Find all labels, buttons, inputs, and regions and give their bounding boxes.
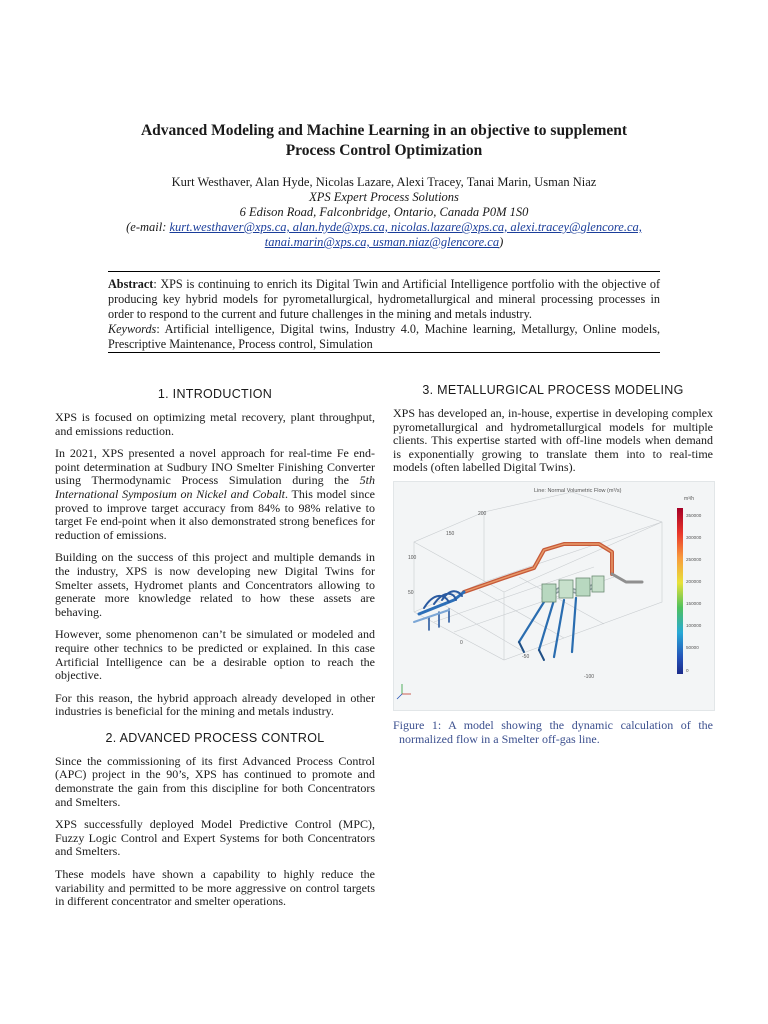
figure-1-caption — [393, 719, 713, 746]
email-links-line1[interactable]: kurt.westhaver@xps.ca, alan.hyde@xps.ca, nicolas.lazare@xps.ca, alexi.tracey@glencore.ca, — [169, 220, 642, 234]
intro-paragraph-2 — [55, 447, 375, 542]
section-heading-introduction: 1. INTRODUCTION — [157, 387, 273, 401]
keywords-label: Keywords — [108, 322, 157, 336]
apc-paragraph-3: These models have shown a capability to highly reduce the variability and permitted to be more aggressive on control targets in different concentrator and smelter operations. — [55, 867, 375, 909]
intro-p2-end: . This model since proved to improve target accuracy from 84% to 98% relative to target Fe end-point when it also demonstrated strong benefices for reduction of emissions. — [55, 486, 375, 542]
axis-label-0: 0 — [460, 639, 463, 646]
grid-box — [414, 492, 662, 660]
process-vessels — [542, 576, 604, 602]
intro-paragraph-4: However, some phenomenon can’t be simulated or modeled and require other technics to be predicted or explained. In this case Artificial Intelligence can be a desirable option to reach the objective. — [55, 627, 375, 683]
email-suffix: ) — [499, 235, 504, 249]
axis-label-100: 100 — [408, 554, 417, 561]
section-heading-modeling: 3. METALLURGICAL PROCESS MODELING — [422, 383, 684, 397]
left-column — [55, 387, 375, 918]
modeling-paragraph-1: XPS has developed an, in-house, expertise in developing complex pyrometallurgical and hydrometallurgical models for multiple clients. This expertise started with off-line models when demand is exponentially growing to translate them into to real-time models (often labelled Digital Twins). — [393, 406, 713, 475]
apc-paragraph-1: Since the commissioning of its first Advanced Process Control (APC) project in the 90’s, XPS has continued to promote and demonstrate the gain from this discipline for both Concentrators and Smelters. — [55, 753, 375, 809]
abstract-label: Abstract — [108, 277, 154, 291]
axis-triad-icon — [397, 684, 411, 699]
axis-label-neg50: -50 — [522, 653, 530, 660]
intro-p2-citation: 5th International Symposium on Nickel and Cobalt — [55, 473, 375, 501]
colorbar-unit: m³/h — [684, 495, 694, 502]
section-heading-apc: 2. ADVANCED PROCESS CONTROL — [105, 730, 325, 745]
keywords-text: : Artificial intelligence, Digital twins, Industry 4.0, Machine learning, Metallurgy, Online models, Prescriptive Maintenance, Process control, Simulation — [108, 322, 660, 351]
simulation-3d-plot — [394, 482, 714, 710]
affiliation: XPS Expert Process Solutions — [309, 190, 459, 204]
colorbar-tick: 150000 — [686, 600, 702, 606]
colorbar-tick: 350000 — [686, 512, 702, 518]
intro-paragraph-1: XPS is focused on optimizing metal recovery, plant throughput, and emissions reduction. — [55, 410, 375, 438]
abstract-box — [108, 277, 660, 352]
axis-label-150: 150 — [446, 530, 455, 537]
plot-title: Line: Normal Volumetric Flow (m³/s) — [534, 487, 622, 494]
figure-1-image — [393, 481, 715, 711]
title-line-1: Advanced Modeling and Machine Learning in an objective to supplement — [140, 122, 628, 139]
pipe-network — [414, 544, 642, 660]
title-line-2: Process Control Optimization — [285, 142, 483, 159]
abstract-bottom-rule — [108, 352, 660, 353]
email-prefix: (e-mail: — [126, 220, 170, 234]
email-block — [60, 219, 708, 235]
keywords-paragraph — [108, 322, 660, 352]
caption-label: Figure 1: — [393, 717, 449, 732]
caption-text: A model showing the dynamic calculation of the normalized flow in a Smelter off-gas line. — [399, 717, 713, 746]
abstract-text: : XPS is continuing to enrich its Digital Twin and Artificial Intelligence portfolio with the objective of producing key hybrid models for pyrometallurgical, hydrometallurgical and mineral processing processes in order to respond to the current and future challenges in the mining and metals industry. — [108, 277, 660, 321]
abstract-paragraph — [108, 277, 660, 322]
colorbar-tick: 250000 — [686, 556, 702, 562]
right-column — [393, 383, 713, 746]
paper-title — [90, 121, 678, 161]
author-list: Kurt Westhaver, Alan Hyde, Nicolas Lazare, Alexi Tracey, Tanai Marin, Usman Niaz — [171, 175, 597, 189]
axis-label-neg100: -100 — [584, 673, 595, 680]
abstract-top-rule — [108, 271, 660, 272]
address: 6 Edison Road, Falconbridge, Ontario, Canada P0M 1S0 — [239, 205, 529, 219]
colorbar-tick: 100000 — [686, 622, 702, 628]
colorbar — [677, 508, 683, 674]
colorbar-tick: 200000 — [686, 578, 702, 584]
intro-p2-start: In 2021, XPS presented a novel approach for real-time Fe end-point determination at Sudbury INO Smelter Finishing Converter using Thermodynamic Process Simulation during the — [55, 446, 375, 488]
axis-label-200: 200 — [478, 510, 487, 517]
intro-paragraph-5: For this reason, the hybrid approach already developed in other industries is beneficial for the mining and metals industry. — [55, 690, 375, 719]
email-links-line2[interactable]: tanai.marin@xps.ca, usman.niaz@glencore.ca — [264, 235, 500, 249]
colorbar-tick: 50000 — [686, 644, 699, 650]
colorbar-tick: 300000 — [686, 534, 702, 540]
axis-label-50: 50 — [408, 589, 414, 596]
intro-paragraph-3: Building on the success of this project and multiple demands in the industry, XPS is now developing new Digital Twins for Smelter assets, Hydromet plants and Concentrators allowing to generate more knowledge related to how these assets are behaving. — [55, 550, 375, 619]
colorbar-ticks — [686, 513, 702, 673]
colorbar-tick: 0 — [686, 667, 689, 673]
apc-paragraph-2: XPS successfully deployed Model Predictive Control (MPC), Fuzzy Logic Control and Expert Systems for both Concentrators and Smelters. — [55, 817, 375, 859]
email-block-line2 — [60, 234, 708, 250]
